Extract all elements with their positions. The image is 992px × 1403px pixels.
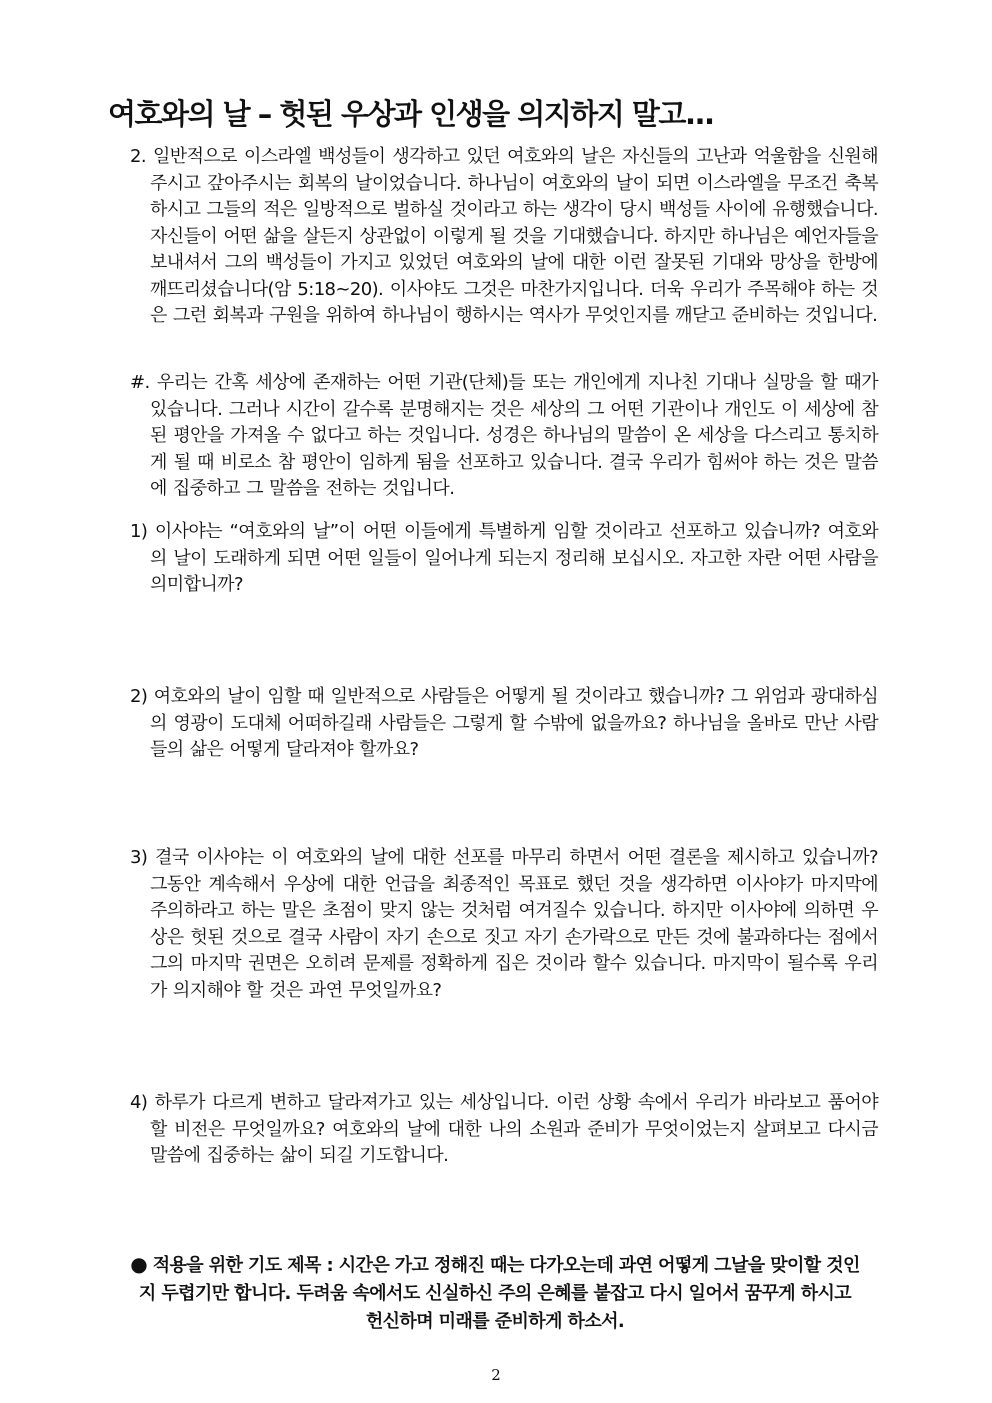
question-2 bbox=[130, 684, 878, 764]
question-marker: 2) bbox=[130, 686, 148, 707]
paragraph-text: 일반적으로 이스라엘 백성들이 생각하고 있던 여호와의 날은 자신들의 고난과 억울함을 신원해 주시고 갚아주시는 회복의 날이었습니다. 하나님이 여호와의 날이 되면 이스라엘을 무조건 축복하시고 그들의 적은 일방적으로 벌하실 것이라고 하는 생각이 당시 백성들 사이에 유행했습니다. 자신들이 어떤 삶을 살든지 상관없이 이렇게 될 것을 기대했습니다. 하지만 하나님은 예언자들을 보내셔서 그의 백성들이 가지고 있었던 여호와의 날에 대한 이런 잘못된 기대와 망상을 한방에 깨뜨리셨습니다(암 5:18~20). 이사야도 그것은 마찬가지입니다. 더욱 우리가 주목해야 하는 것은 그런 회복과 구원을 위하여 하나님이 행하시는 역사가 무엇인지를 깨닫고 준비하는 것입니다. bbox=[150, 146, 878, 326]
page-title: 여호와의 날 – 헛된 우상과 인생을 의지하지 말고... bbox=[108, 97, 714, 131]
prayer-text: 적용을 위한 기도 제목 : 시간은 가고 정해진 때는 다가오는데 과연 어떻게 그날을 맞이할 것인지 두렵기만 합니다. 두려움 속에서도 신실하신 주의 은혜를 붙잡고 다시 일어서 꿈꾸게 하시고 헌신하며 미래를 준비하게 하소서. bbox=[138, 1255, 860, 1332]
paragraph-2 bbox=[130, 144, 878, 330]
question-text: 결국 이사야는 이 여호와의 날에 대한 선포를 마무리 하면서 어떤 결론을 제시하고 있습니까? 그동안 계속해서 우상에 대한 언급을 최종적인 목표로 했던 것을 생각하면 이사야가 마지막에 주의하라고 하는 말은 초점이 맞지 않는 것처럼 여겨질수 있습니다. 하지만 이사야에 의하면 우상은 헛된 것으로 결국 사람이 자기 손으로 짓고 자기 손가락으로 만든 것에 불과하다는 점에서 그의 마지막 권면은 오히려 문제를 정확하게 집은 것이라 할수 있습니다. 마지막이 될수록 우리가 의지해야 할 것은 과연 무엇일까요? bbox=[150, 847, 878, 1001]
question-text: 여호와의 날이 임할 때 일반적으로 사람들은 어떻게 될 것이라고 했습니까? 그 위엄과 광대하심의 영광이 도대체 어떠하길래 사람들은 그렇게 할 수밖에 없을까요? 하나님을 올바로 만난 사람들의 삶은 어떻게 달라져야 할까요? bbox=[150, 686, 878, 760]
question-3 bbox=[130, 845, 878, 1004]
question-4 bbox=[130, 1090, 878, 1170]
question-text: 이사야는 “여호와의 날”이 어떤 이들에게 특별하게 임할 것이라고 선포하고 있습니까? 여호와의 날이 도래하게 되면 어떤 일들이 일어나게 되는지 정리해 보십시오. 자고한 자란 어떤 사람을 의미합니까? bbox=[150, 521, 878, 595]
question-text: 하루가 다르게 변하고 달라져가고 있는 세상입니다. 이런 상황 속에서 우리가 바라보고 품어야 할 비전은 무엇일까요? 여호와의 날에 대한 나의 소원과 준비가 무엇이었는지 살펴보고 다시금 말씀에 집중하는 삶이 되길 기도합니다. bbox=[150, 1092, 878, 1166]
prayer-topic bbox=[130, 1250, 860, 1336]
bullet-icon: ● bbox=[130, 1252, 148, 1276]
paragraph-marker: #. bbox=[130, 372, 150, 393]
question-marker: 1) bbox=[130, 521, 148, 542]
paragraph-hash bbox=[130, 370, 878, 503]
question-marker: 3) bbox=[130, 847, 148, 868]
page-number: 2 bbox=[491, 1366, 501, 1384]
paragraph-text: 우리는 간혹 세상에 존재하는 어떤 기관(단체)들 또는 개인에게 지나친 기대나 실망을 할 때가 있습니다. 그러나 시간이 갈수록 분명해지는 것은 세상의 그 어떤 기관이나 개인도 이 세상에 참된 평안을 가져올 수 없다고 하는 것입니다. 성경은 하나님의 말씀이 온 세상을 다스리고 통치하게 될 때 비로소 참 평안이 임하게 됨을 선포하고 있습니다. 결국 우리가 힘써야 하는 것은 말씀에 집중하고 그 말씀을 전하는 것입니다. bbox=[150, 372, 878, 499]
paragraph-marker: 2. bbox=[130, 146, 146, 167]
question-marker: 4) bbox=[130, 1092, 148, 1113]
question-1 bbox=[130, 519, 878, 599]
